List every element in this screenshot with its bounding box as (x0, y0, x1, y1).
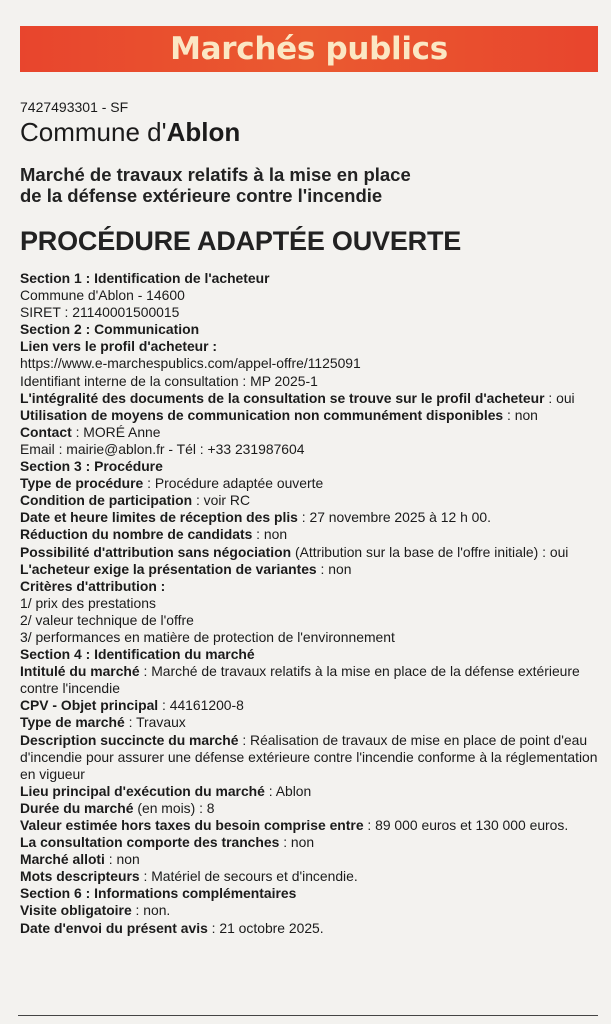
row-label: Marché alloti (20, 851, 105, 868)
row-value: Commune d'Ablon - 14600 (20, 287, 185, 304)
row-value: : non (252, 526, 288, 543)
row-label: Date et heure limites de réception des plis (20, 509, 298, 526)
row-label: Lien vers le profil d'acheteur : (20, 338, 218, 355)
notice-reference: 7427493301 - SF (20, 99, 129, 115)
row-value: : Réalisation de travaux de mise en place de point d'eau d'incendie pour assurer une défense extérieure contre l'incendie conforme à la réglementation en vigueur (20, 731, 598, 782)
row-label: Critères d'attribution : (20, 577, 166, 594)
row-value: : 44161200-8 (158, 697, 244, 714)
row-label: Intitulé du marché (20, 663, 140, 680)
notice-row (20, 390, 600, 407)
notice-row (20, 783, 600, 800)
row-value: SIRET : 21140001500015 (20, 304, 180, 321)
row-value: : non (104, 851, 140, 868)
row-label: Lieu principal d'exécution du marché (20, 782, 265, 799)
row-label: Section 6 : Informations complémentaires (20, 885, 297, 902)
notice-row (20, 561, 600, 578)
notice-row (20, 885, 600, 902)
row-label: Mots descripteurs (20, 868, 140, 885)
row-value: https://www.e-marchespublics.com/appel-offre/1125091 (20, 355, 361, 372)
notice-row (20, 492, 600, 509)
notice-row (20, 817, 600, 834)
row-value: : Ablon (264, 782, 312, 799)
notice-row (20, 287, 600, 304)
notice-row (20, 458, 600, 475)
row-label: Durée du marché (20, 799, 134, 816)
row-label: Date d'envoi du présent avis (20, 919, 208, 936)
subject-line-1: Marché de travaux relatifs à la mise en place (20, 164, 411, 185)
notice-row (20, 321, 600, 338)
row-value: : non (279, 834, 315, 851)
commune-prefix: Commune d' (20, 117, 167, 147)
bottom-divider (18, 1015, 598, 1016)
row-label: Section 4 : Identification du marché (20, 646, 255, 663)
commune-heading (20, 118, 240, 147)
notice-row (20, 868, 600, 885)
notice-row (20, 355, 600, 372)
row-label: Section 3 : Procédure (20, 458, 163, 475)
row-label: Utilisation de moyens de communication non communément disponibles (20, 406, 504, 423)
row-value: 3/ performances en matière de protection de l'environnement (20, 628, 395, 645)
notice-row (20, 612, 600, 629)
row-label: L'acheteur exige la présentation de variantes (20, 560, 317, 577)
notice-row (20, 663, 600, 697)
notice-row (20, 646, 600, 663)
notice-row (20, 697, 600, 714)
row-label: Type de marché (20, 714, 125, 731)
row-label: Section 1 : Identification de l'acheteur (20, 270, 270, 286)
notice-row (20, 424, 600, 441)
notice-row (20, 270, 600, 287)
notice-row (20, 526, 600, 543)
row-value: 1/ prix des prestations (20, 594, 156, 611)
notice-row (20, 902, 600, 919)
row-value: : non (316, 560, 352, 577)
row-value: : 27 novembre 2025 à 12 h 00. (297, 509, 491, 526)
row-value: Identifiant interne de la consultation : MP 2025-1 (20, 372, 318, 389)
row-value: : voir RC (192, 492, 250, 509)
row-label: Description succincte du marché (20, 731, 239, 748)
notice-row (20, 304, 600, 321)
notice-row (20, 732, 600, 783)
row-value: : oui (544, 389, 575, 406)
row-label: Condition de participation (20, 492, 193, 509)
notice-row (20, 578, 600, 595)
row-label: Réduction du nombre de candidats (20, 526, 253, 543)
notice-row (20, 800, 600, 817)
notice-row (20, 338, 600, 355)
row-value: : Procédure adaptée ouverte (143, 475, 324, 492)
row-value: : 89 000 euros et 130 000 euros. (363, 817, 569, 833)
notice-row (20, 441, 600, 458)
row-value: : Matériel de secours et d'incendie. (139, 868, 358, 885)
subject-line-2: de la défense extérieure contre l'incendie (20, 185, 383, 206)
notice-row (20, 544, 600, 561)
row-label: La consultation comporte des tranches (20, 834, 280, 851)
row-value: : Travaux (124, 714, 186, 731)
row-label: Visite obligatoire (20, 902, 132, 919)
row-label: CPV - Objet principal (20, 697, 159, 714)
row-value: (en mois) : 8 (133, 799, 215, 816)
notice-row (20, 920, 600, 937)
row-value: 2/ valeur technique de l'offre (20, 611, 194, 628)
procedure-title: PROCÉDURE ADAPTÉE OUVERTE (20, 226, 462, 256)
notice-row (20, 834, 600, 851)
row-value: : Marché de travaux relatifs à la mise en place de la défense extérieure contre l'incendie (20, 663, 580, 697)
commune-name: Ablon (166, 117, 241, 147)
row-label: Section 2 : Communication (20, 321, 200, 338)
row-value: : 21 octobre 2025. (207, 919, 324, 936)
notice-row (20, 629, 600, 646)
row-value: : non. (131, 902, 171, 919)
row-label: L'intégralité des documents de la consultation se trouve sur le profil d'acheteur (20, 389, 545, 406)
notice-row (20, 851, 600, 868)
row-label: Possibilité d'attribution sans négociation (20, 543, 292, 560)
row-label: Contact (20, 423, 72, 440)
row-value: : non (503, 406, 538, 423)
notice-row (20, 509, 600, 526)
notice-row (20, 475, 600, 492)
section-banner (20, 26, 598, 72)
row-value: (Attribution sur la base de l'offre initiale) : oui (291, 543, 569, 560)
row-value: Email : mairie@ablon.fr - Tél : +33 231987604 (20, 440, 305, 457)
notice-row (20, 714, 600, 731)
market-subject (20, 164, 580, 206)
notice-row (20, 595, 600, 612)
row-label: Type de procédure (20, 475, 144, 492)
row-value: : MORÉ Anne (71, 423, 161, 440)
notice-row (20, 373, 600, 390)
banner-title: Marchés publics (170, 31, 448, 67)
notice-body (20, 270, 600, 937)
row-label: Valeur estimée hors taxes du besoin comprise entre (20, 817, 364, 833)
notice-row (20, 407, 600, 424)
